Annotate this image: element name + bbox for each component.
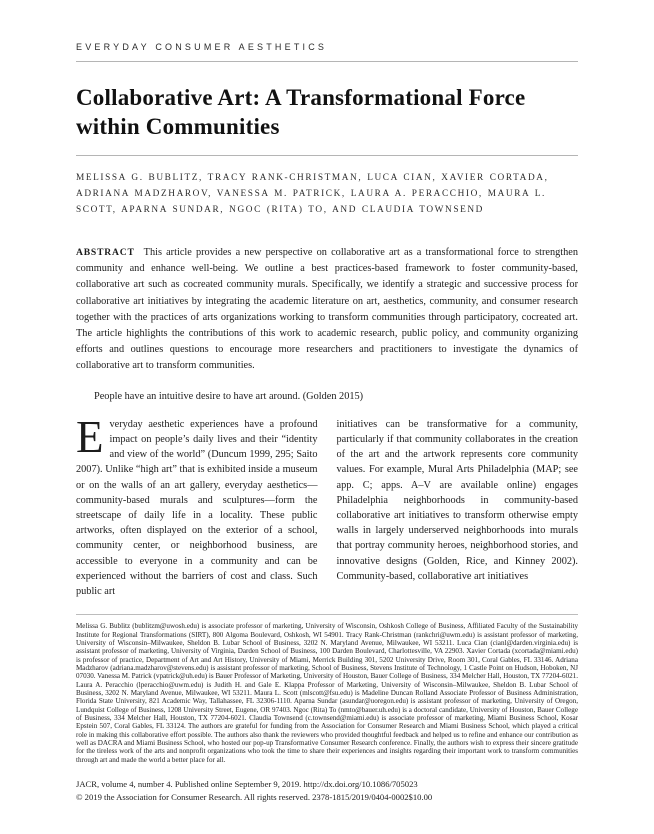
- author-list: MELISSA G. BUBLITZ, TRACY RANK-CHRISTMAN, LUCA CIAN, XAVIER CORTADA, ADRIANA MADZHAROV, VANESSA M. PATRICK, LAURA A. PERACCHIO, MAURA L. SCOTT, APARNA SUNDAR, NGOC (RITA) TO, AND CLAUDIA TOWNSEND: [76, 172, 549, 215]
- abstract-text: This article provides a new perspective on collaborative art as a transformational force to strengthen community and enhance well-being. We outline a best practices-based framework to foster community-based, collaborative art such as cocreated community murals. Specifically, we identify a strategic and successive process for collaborative art initiatives by integrating the academic literature on art, aesthetics, community, and consumer research together with the practices of arts organizations working to transform communities through participatory, cocreated art. The article highlights the contributions of this work to academic research, public policy, and community organizing efforts and outlines questions to encourage more researchers and practitioners to investigate the dynamics of collaborative art to transform communities.: [76, 247, 578, 371]
- copyright-line: © 2019 the Association for Consumer Research. All rights reserved. 2378-1815/2019/0404-0002$10.00: [76, 792, 433, 803]
- body-column-right: initiatives can be transformative for a community, particularly if that community collaborates in the creation of the art and the artwork represents core community values. For example, Mural Arts Philadelphia (MAP; see app. C; apps. A–V are available online) engages Philadelphia neighborhoods in community-based collaborative art initiatives to transform otherwise empty walls in largely underserved neighborhoods into murals that portray community heroes, neighborhood stories, and innovative designs (Golden, Rice, and Kinney 2002). Community-based, collaborative art initiatives: [336, 418, 578, 582]
- body-column-left-text: veryday aesthetic experiences have a profound impact on people’s daily lives and their “identity and view of the world” (Duncum 1999, 295; Saito 2007). Unlike “high art” that is exhibited inside a museum or on the walls of an art gallery, everyday aesthetics—community-based murals and sculptures—form the streetscape of daily life in a locality. These public artworks, often displayed on the exterior of a school, community center, or neighborhood business, are accessible to everyone in a community and can be experienced without the barriers of cost and class. Such public art: [76, 418, 318, 598]
- page-title-line1: Collaborative Art: A Transformational Force: [76, 85, 526, 110]
- drop-cap: E: [76, 411, 104, 462]
- body-column-left: [76, 411, 318, 599]
- journal-citation-doi: JACR, volume 4, number 4. Published online September 9, 2019. http://dx.doi.org/10.1086/705023: [76, 779, 418, 790]
- journal-footer: [76, 778, 578, 805]
- body-columns: [76, 411, 578, 599]
- abstract-label: ABSTRACT: [76, 247, 135, 259]
- page-title: [76, 84, 578, 142]
- title-divider: [76, 155, 578, 156]
- header-divider: [76, 61, 578, 62]
- abstract: [76, 245, 578, 374]
- footnote-divider: [76, 614, 578, 615]
- author-affiliations-footnote: Melissa G. Bublitz (bublitzm@uwosh.edu) is associate professor of marketing, University of Wisconsin, Oshkosh College of Business, Affiliated Faculty of the Sustainability Institute for Regional Transformations (SIRT), 800 Algoma Boulevard, Oshkosh, WI 54901. Tracy Rank-Christman (rankchri@uwm.edu) is assistant professor of marketing, University of Wisconsin–Milwaukee, Sheldon B. Lubar School of Business, 3202 N. Maryland Avenue, Milwaukee, WI 53211. Luca Cian (cianl@darden.virginia.edu) is assistant professor of marketing, University of Virginia, Darden School of Business, 100 Darden Boulevard, Charlottesville, VA 22903. Xavier Cortada (xcortada@miami.edu) is professor of practice, Department of Art and Art History, University of Miami, Merrick Building 301, 5202 University Drive, Room 301, Coral Gables, FL 33146. Adriana Madzharov (adriana.madzharov@stevens.edu) is assistant professor of marketing, School of Business, Stevens Institute of Technology, 1 Castle Point on Hudson, Hoboken, NJ 07030. Vanessa M. Patrick (vpatrick@uh.edu) is Bauer Professor of Marketing, University of Houston, Bauer College of Business, 334 Melcher Hall, Houston, TX 77204-6021. Laura A. Peracchio (lperacchio@uwm.edu) is Judith H. and Gale E. Klappa Professor of Marketing, University of Wisconsin–Milwaukee, Sheldon B. Lubar School of Business, 3202 N. Maryland Avenue, Milwaukee, WI 53211. Maura L. Scott (mlscott@fsu.edu) is Madeline Duncan Rolland Associate Professor of Business Administration, Florida State University, 821 Academic Way, Tallahassee, FL 32306-1110. Aparna Sundar (asundar@uoregon.edu) is assistant professor of marketing, University of Oregon, Lundquist College of Business, 1208 University Street, Eugene, OR 97403. Ngoc (Rita) To (nmto@bauer.uh.edu) is a doctoral candidate, University of Houston, Bauer College of Business, 334 Melcher Hall, Houston, TX 77204-6021. Claudia Townsend (c.townsend@miami.edu) is associate professor of marketing, Miami Business School, Kosar Epstein 507, Coral Gables, FL 33124. The authors are grateful for funding from the Association for Consumer Research and Miami Business School, which played a critical role in making this collaborative effort possible. The authors also thank the reviewers who provided thoughtful feedback and helped us to refine and enhance our contribution as well as DACRA and Miami Business School, who hosted our pop-up Transformative Consumer Research conference. Finally, the authors wish to express their sincere gratitude for the tireless work of the arts and nonprofit organizations who took the time to share their experiences and insights regarding their important work to transform communities through art and made the world a better place for all.: [76, 622, 578, 764]
- epigraph: People have an intuitive desire to have art around. (Golden 2015): [94, 390, 364, 402]
- page-title-line2: within Communities: [76, 113, 280, 139]
- running-head: EVERYDAY CONSUMER AESTHETICS: [76, 42, 328, 52]
